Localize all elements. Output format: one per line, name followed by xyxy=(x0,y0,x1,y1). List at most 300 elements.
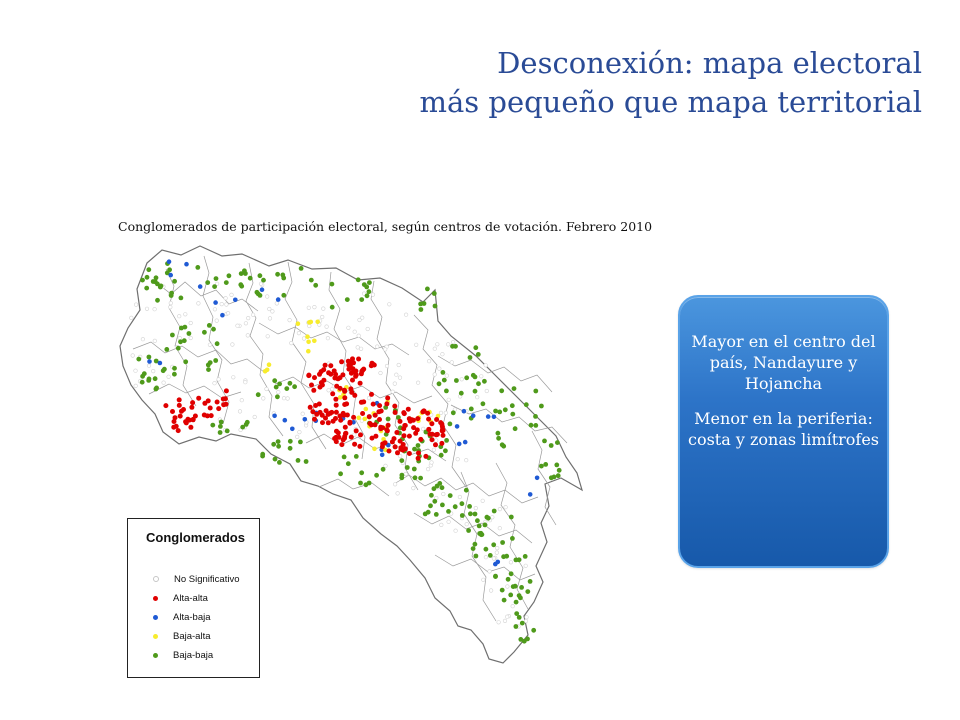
map-point-baja-baja xyxy=(272,378,277,383)
map-point-alta-alta xyxy=(215,400,220,405)
map-point-no-significativo xyxy=(484,364,488,368)
map-point-alta-alta xyxy=(310,409,315,414)
map-point-baja-baja xyxy=(549,443,554,448)
map-point-baja-baja xyxy=(513,584,518,589)
map-point-baja-alta xyxy=(356,416,361,421)
slide-title-line-2: más pequeño que mapa territorial xyxy=(419,85,922,119)
map-point-alta-alta xyxy=(384,401,389,406)
map-point-baja-baja xyxy=(239,271,244,276)
map-point-baja-baja xyxy=(172,366,177,371)
map-point-baja-baja xyxy=(273,457,278,462)
map-point-no-significativo xyxy=(474,506,478,510)
map-point-no-significativo xyxy=(162,381,166,385)
map-point-no-significativo xyxy=(395,373,399,377)
map-point-alta-alta xyxy=(435,432,440,437)
map-point-baja-baja xyxy=(496,431,501,436)
map-point-alta-alta xyxy=(188,425,193,430)
map-point-baja-baja xyxy=(446,509,451,514)
legend-label: No Significativo xyxy=(174,573,240,585)
map-point-alta-alta xyxy=(401,410,406,415)
map-point-no-significativo xyxy=(454,529,458,533)
map-point-baja-baja xyxy=(418,476,423,481)
map-point-baja-baja xyxy=(523,554,528,559)
map-point-no-significativo xyxy=(358,318,362,322)
map-point-baja-alta xyxy=(267,362,272,367)
map-point-no-significativo xyxy=(288,318,292,322)
map-point-no-significativo xyxy=(393,382,397,386)
map-point-alta-alta xyxy=(390,439,395,444)
map-point-alta-alta xyxy=(343,425,348,430)
map-point-baja-baja xyxy=(557,468,562,473)
map-point-baja-baja xyxy=(276,444,281,449)
map-point-baja-baja xyxy=(358,481,363,486)
map-point-baja-baja xyxy=(477,524,482,529)
map-point-no-significativo xyxy=(446,343,450,347)
map-point-baja-alta xyxy=(306,340,311,345)
map-point-alta-baja xyxy=(303,417,308,422)
legend-item-alta-alta xyxy=(153,591,208,605)
map-point-no-significativo xyxy=(302,337,306,341)
map-point-alta-alta xyxy=(306,373,311,378)
map-point-alta-alta xyxy=(429,421,434,426)
map-point-alta-alta xyxy=(433,442,438,447)
map-point-alta-alta xyxy=(339,442,344,447)
map-point-baja-baja xyxy=(208,360,213,365)
map-point-no-significativo xyxy=(456,457,460,461)
map-point-no-significativo xyxy=(259,282,263,286)
map-point-alta-baja xyxy=(290,427,295,432)
map-point-alta-baja xyxy=(462,409,467,414)
map-point-no-significativo xyxy=(356,346,360,350)
map-point-baja-baja xyxy=(219,420,224,425)
map-point-baja-baja xyxy=(374,473,379,478)
map-point-no-significativo xyxy=(295,435,299,439)
map-point-no-significativo xyxy=(226,311,230,315)
map-point-no-significativo xyxy=(447,398,451,402)
map-point-alta-alta xyxy=(193,414,198,419)
map-point-baja-baja xyxy=(468,355,473,360)
map-point-baja-baja xyxy=(528,579,533,584)
map-point-baja-baja xyxy=(518,595,523,600)
map-point-no-significativo xyxy=(240,398,244,402)
map-point-alta-alta xyxy=(418,437,423,442)
map-point-baja-baja xyxy=(444,438,449,443)
map-point-no-significativo xyxy=(130,316,134,320)
map-point-alta-alta xyxy=(373,434,378,439)
map-point-baja-baja xyxy=(533,423,538,428)
map-point-no-significativo xyxy=(307,306,311,310)
map-point-no-significativo xyxy=(189,321,193,325)
map-point-alta-alta xyxy=(392,404,397,409)
legend-item-baja-baja xyxy=(153,648,213,662)
legend-dot-icon xyxy=(153,634,158,639)
map-point-alta-baja xyxy=(528,492,533,497)
map-point-baja-baja xyxy=(153,376,158,381)
map-point-alta-alta xyxy=(434,417,439,422)
map-point-no-significativo xyxy=(298,430,302,434)
legend-label: Baja-alta xyxy=(173,630,211,642)
map-point-baja-baja xyxy=(187,331,192,336)
map-point-alta-alta xyxy=(342,436,347,441)
map-point-alta-alta xyxy=(311,388,316,393)
map-point-no-significativo xyxy=(232,376,236,380)
map-point-baja-baja xyxy=(147,355,152,360)
map-point-baja-baja xyxy=(464,375,469,380)
map-point-baja-baja xyxy=(195,265,200,270)
map-point-no-significativo xyxy=(433,373,437,377)
map-point-baja-baja xyxy=(205,280,210,285)
map-point-no-significativo xyxy=(450,361,454,365)
map-point-baja-alta xyxy=(372,447,377,452)
map-point-baja-baja xyxy=(514,624,519,629)
map-point-baja-baja xyxy=(258,273,263,278)
map-caption: Conglomerados de participación electoral, según centros de votación. Febrero 2010 xyxy=(118,219,653,234)
map-point-no-significativo xyxy=(503,619,507,623)
map-point-no-significativo xyxy=(134,369,138,373)
map-point-alta-alta xyxy=(342,395,347,400)
map-point-no-significativo xyxy=(434,439,438,443)
map-point-alta-alta xyxy=(426,417,431,422)
map-point-baja-baja xyxy=(182,338,187,343)
map-point-alta-alta xyxy=(328,363,333,368)
map-point-no-significativo xyxy=(485,389,489,393)
map-point-no-significativo xyxy=(246,316,250,320)
map-point-baja-baja xyxy=(154,386,159,391)
map-point-baja-baja xyxy=(419,307,424,312)
map-point-baja-baja xyxy=(261,278,266,283)
map-point-alta-baja xyxy=(535,476,540,481)
map-point-alta-alta xyxy=(441,433,446,438)
map-point-baja-baja xyxy=(280,273,285,278)
map-point-baja-baja xyxy=(367,280,372,285)
map-point-baja-baja xyxy=(276,439,281,444)
map-point-baja-baja xyxy=(509,515,514,520)
map-point-baja-baja xyxy=(298,440,303,445)
map-point-alta-alta xyxy=(224,388,229,393)
slide-title-line-1: Desconexión: mapa electoral xyxy=(497,46,922,80)
map-point-alta-alta xyxy=(170,409,175,414)
map-point-baja-baja xyxy=(549,475,554,480)
map-point-no-significativo xyxy=(153,307,157,311)
map-point-alta-alta xyxy=(357,444,362,449)
map-point-baja-baja xyxy=(513,426,518,431)
map-point-no-significativo xyxy=(286,397,290,401)
map-point-baja-baja xyxy=(473,542,478,547)
map-point-no-significativo xyxy=(525,616,529,620)
map-point-no-significativo xyxy=(244,380,248,384)
map-point-baja-baja xyxy=(330,305,335,310)
map-point-baja-baja xyxy=(432,499,437,504)
map-point-no-significativo xyxy=(347,326,351,330)
map-point-baja-baja xyxy=(467,504,472,509)
map-point-alta-alta xyxy=(348,386,353,391)
map-point-no-significativo xyxy=(458,495,462,499)
map-point-baja-baja xyxy=(159,284,164,289)
map-point-baja-baja xyxy=(144,286,149,291)
map-point-no-significativo xyxy=(197,302,201,306)
map-point-alta-alta xyxy=(423,454,428,459)
map-point-no-significativo xyxy=(482,578,486,582)
map-point-baja-baja xyxy=(240,425,245,430)
map-point-no-significativo xyxy=(268,307,272,311)
map-point-baja-baja xyxy=(471,373,476,378)
map-point-no-significativo xyxy=(217,378,221,382)
map-point-baja-baja xyxy=(439,453,444,458)
map-point-alta-alta xyxy=(369,392,374,397)
map-point-no-significativo xyxy=(268,317,272,321)
map-point-alta-alta xyxy=(318,385,323,390)
map-point-no-significativo xyxy=(383,348,387,352)
map-point-baja-baja xyxy=(381,467,386,472)
map-point-baja-baja xyxy=(399,475,404,480)
map-point-baja-baja xyxy=(512,386,517,391)
map-point-baja-baja xyxy=(179,296,184,301)
map-point-baja-baja xyxy=(399,458,404,463)
map-point-alta-alta xyxy=(163,403,168,408)
map-point-alta-alta xyxy=(394,430,399,435)
map-point-no-significativo xyxy=(265,387,269,391)
map-point-baja-baja xyxy=(292,384,297,389)
map-point-alta-alta xyxy=(380,441,385,446)
map-point-baja-baja xyxy=(140,374,145,379)
map-point-alta-baja xyxy=(455,424,460,429)
map-point-baja-baja xyxy=(484,547,489,552)
map-point-baja-baja xyxy=(488,553,493,558)
map-point-baja-alta xyxy=(263,369,268,374)
map-point-alta-baja xyxy=(272,414,277,419)
map-point-baja-baja xyxy=(473,512,478,517)
map-point-baja-baja xyxy=(359,470,364,475)
map-point-baja-baja xyxy=(364,482,369,487)
map-point-baja-baja xyxy=(346,461,351,466)
map-point-no-significativo xyxy=(426,467,430,471)
map-point-alta-alta xyxy=(334,403,339,408)
map-point-baja-baja xyxy=(500,442,505,447)
map-point-baja-alta xyxy=(364,407,369,412)
map-point-no-significativo xyxy=(151,369,155,373)
map-point-baja-baja xyxy=(473,345,478,350)
map-point-no-significativo xyxy=(511,604,515,608)
map-point-no-significativo xyxy=(509,561,513,565)
map-point-baja-baja xyxy=(359,297,364,302)
map-point-baja-baja xyxy=(425,287,430,292)
legend-dot-icon xyxy=(153,653,158,658)
map-point-alta-alta xyxy=(441,428,446,433)
map-point-alta-alta xyxy=(173,415,178,420)
map-point-no-significativo xyxy=(184,313,188,317)
map-point-alta-alta xyxy=(359,400,364,405)
map-point-alta-alta xyxy=(340,372,345,377)
legend-dot-icon xyxy=(153,596,158,601)
map-point-baja-baja xyxy=(525,637,530,642)
map-point-no-significativo xyxy=(414,343,418,347)
legend-label: Alta-baja xyxy=(173,611,211,623)
map-point-baja-baja xyxy=(224,280,229,285)
map-point-no-significativo xyxy=(147,364,151,368)
map-point-no-significativo xyxy=(131,354,135,358)
map-point-baja-baja xyxy=(386,417,391,422)
map-point-no-significativo xyxy=(141,337,145,341)
map-point-no-significativo xyxy=(498,526,502,530)
map-point-baja-baja xyxy=(533,414,538,419)
map-point-no-significativo xyxy=(430,461,434,465)
map-point-no-significativo xyxy=(495,546,499,550)
map-point-baja-baja xyxy=(539,404,544,409)
map-point-alta-alta xyxy=(416,451,421,456)
map-point-alta-alta xyxy=(323,363,328,368)
map-point-no-significativo xyxy=(213,308,217,312)
map-point-no-significativo xyxy=(465,522,469,526)
map-point-alta-baja xyxy=(380,453,385,458)
map-point-baja-baja xyxy=(441,370,446,375)
map-point-no-significativo xyxy=(442,492,446,496)
map-point-alta-alta xyxy=(352,442,357,447)
map-point-no-significativo xyxy=(153,339,157,343)
map-point-no-significativo xyxy=(246,334,250,338)
map-point-no-significativo xyxy=(169,305,173,309)
map-point-baja-baja xyxy=(296,458,301,463)
map-point-alta-baja xyxy=(276,297,281,302)
map-point-alta-alta xyxy=(377,403,382,408)
map-point-baja-baja xyxy=(518,637,523,642)
map-point-alta-alta xyxy=(346,367,351,372)
map-point-baja-baja xyxy=(405,465,410,470)
map-point-baja-baja xyxy=(147,377,152,382)
map-point-no-significativo xyxy=(357,334,361,338)
map-point-baja-baja xyxy=(416,443,421,448)
map-point-no-significativo xyxy=(244,322,248,326)
map-point-baja-baja xyxy=(496,436,501,441)
map-point-baja-baja xyxy=(356,277,361,282)
map-point-baja-baja xyxy=(499,388,504,393)
map-point-baja-baja xyxy=(440,485,445,490)
map-point-no-significativo xyxy=(391,390,395,394)
map-point-baja-baja xyxy=(459,391,464,396)
map-point-baja-baja xyxy=(170,333,175,338)
map-point-alta-alta xyxy=(345,413,350,418)
map-point-baja-baja xyxy=(471,546,476,551)
map-point-no-significativo xyxy=(506,585,510,589)
map-point-baja-baja xyxy=(354,454,359,459)
map-point-baja-baja xyxy=(451,410,456,415)
map-point-baja-baja xyxy=(423,512,428,517)
map-point-no-significativo xyxy=(253,415,257,419)
map-point-alta-alta xyxy=(171,425,176,430)
map-point-no-significativo xyxy=(393,483,397,487)
map-point-no-significativo xyxy=(359,347,363,351)
map-point-no-significativo xyxy=(271,310,275,314)
map-point-alta-alta xyxy=(358,432,363,437)
map-point-no-significativo xyxy=(178,336,182,340)
map-point-no-significativo xyxy=(384,464,388,468)
map-point-baja-baja xyxy=(474,554,479,559)
map-point-baja-baja xyxy=(154,275,159,280)
map-point-alta-alta xyxy=(336,430,341,435)
legend-label: Alta-alta xyxy=(173,592,208,604)
map-point-alta-alta xyxy=(402,423,407,428)
map-point-baja-alta xyxy=(306,349,311,354)
map-point-baja-baja xyxy=(342,455,347,460)
map-point-no-significativo xyxy=(460,378,464,382)
map-point-no-significativo xyxy=(432,448,436,452)
map-point-baja-baja xyxy=(428,503,433,508)
map-point-alta-alta xyxy=(196,396,201,401)
map-point-alta-alta xyxy=(334,384,339,389)
map-point-alta-alta xyxy=(402,433,407,438)
map-point-no-significativo xyxy=(325,325,329,329)
map-point-no-significativo xyxy=(236,324,240,328)
map-point-alta-alta xyxy=(373,413,378,418)
legend-item-no-significativo xyxy=(153,572,239,586)
map-point-baja-baja xyxy=(508,593,513,598)
map-point-baja-baja xyxy=(440,503,445,508)
map-point-no-significativo xyxy=(275,302,279,306)
map-point-baja-baja xyxy=(169,291,174,296)
map-point-baja-baja xyxy=(155,298,160,303)
map-point-no-significativo xyxy=(262,397,266,401)
map-point-baja-baja xyxy=(433,304,438,309)
map-point-no-significativo xyxy=(230,293,234,297)
map-point-alta-alta xyxy=(350,356,355,361)
map-point-no-significativo xyxy=(491,516,495,520)
map-point-alta-alta xyxy=(354,428,359,433)
map-point-baja-baja xyxy=(524,402,529,407)
map-point-baja-baja xyxy=(556,473,561,478)
map-point-no-significativo xyxy=(134,384,138,388)
map-point-alta-alta xyxy=(309,383,314,388)
map-point-baja-baja xyxy=(277,460,282,465)
map-point-baja-baja xyxy=(506,577,511,582)
info-box xyxy=(678,295,889,568)
map-point-baja-alta xyxy=(309,320,314,325)
map-point-alta-alta xyxy=(334,410,339,415)
map-point-no-significativo xyxy=(265,295,269,299)
map-point-baja-baja xyxy=(345,297,350,302)
map-point-no-significativo xyxy=(495,551,499,555)
map-point-no-significativo xyxy=(238,410,242,414)
map-point-alta-alta xyxy=(430,437,435,442)
map-point-alta-alta xyxy=(361,367,366,372)
map-point-alta-alta xyxy=(386,423,391,428)
map-point-baja-baja xyxy=(248,276,253,281)
map-point-baja-baja xyxy=(172,279,177,284)
map-point-baja-baja xyxy=(288,446,293,451)
map-point-no-significativo xyxy=(322,307,326,311)
map-point-alta-alta xyxy=(318,410,323,415)
map-point-baja-baja xyxy=(510,403,515,408)
map-point-alta-alta xyxy=(354,372,359,377)
map-point-no-significativo xyxy=(480,375,484,379)
map-point-alta-alta xyxy=(206,398,211,403)
map-point-alta-alta xyxy=(338,418,343,423)
map-point-baja-baja xyxy=(497,410,502,415)
map-point-alta-baja xyxy=(158,361,163,366)
map-point-no-significativo xyxy=(282,396,286,400)
map-point-alta-alta xyxy=(416,456,421,461)
map-point-alta-alta xyxy=(313,403,318,408)
map-point-baja-baja xyxy=(245,420,250,425)
map-point-alta-alta xyxy=(319,369,324,374)
map-point-alta-alta xyxy=(202,413,207,418)
map-point-baja-baja xyxy=(281,293,286,298)
info-box-text-2: Menor en la periferia: costa y zonas limítrofes xyxy=(687,409,880,449)
map-point-alta-alta xyxy=(177,403,182,408)
map-point-alta-baja xyxy=(492,415,497,420)
map-point-no-significativo xyxy=(224,296,228,300)
map-point-no-significativo xyxy=(277,390,281,394)
map-point-no-significativo xyxy=(441,352,445,356)
map-point-alta-alta xyxy=(370,361,375,366)
